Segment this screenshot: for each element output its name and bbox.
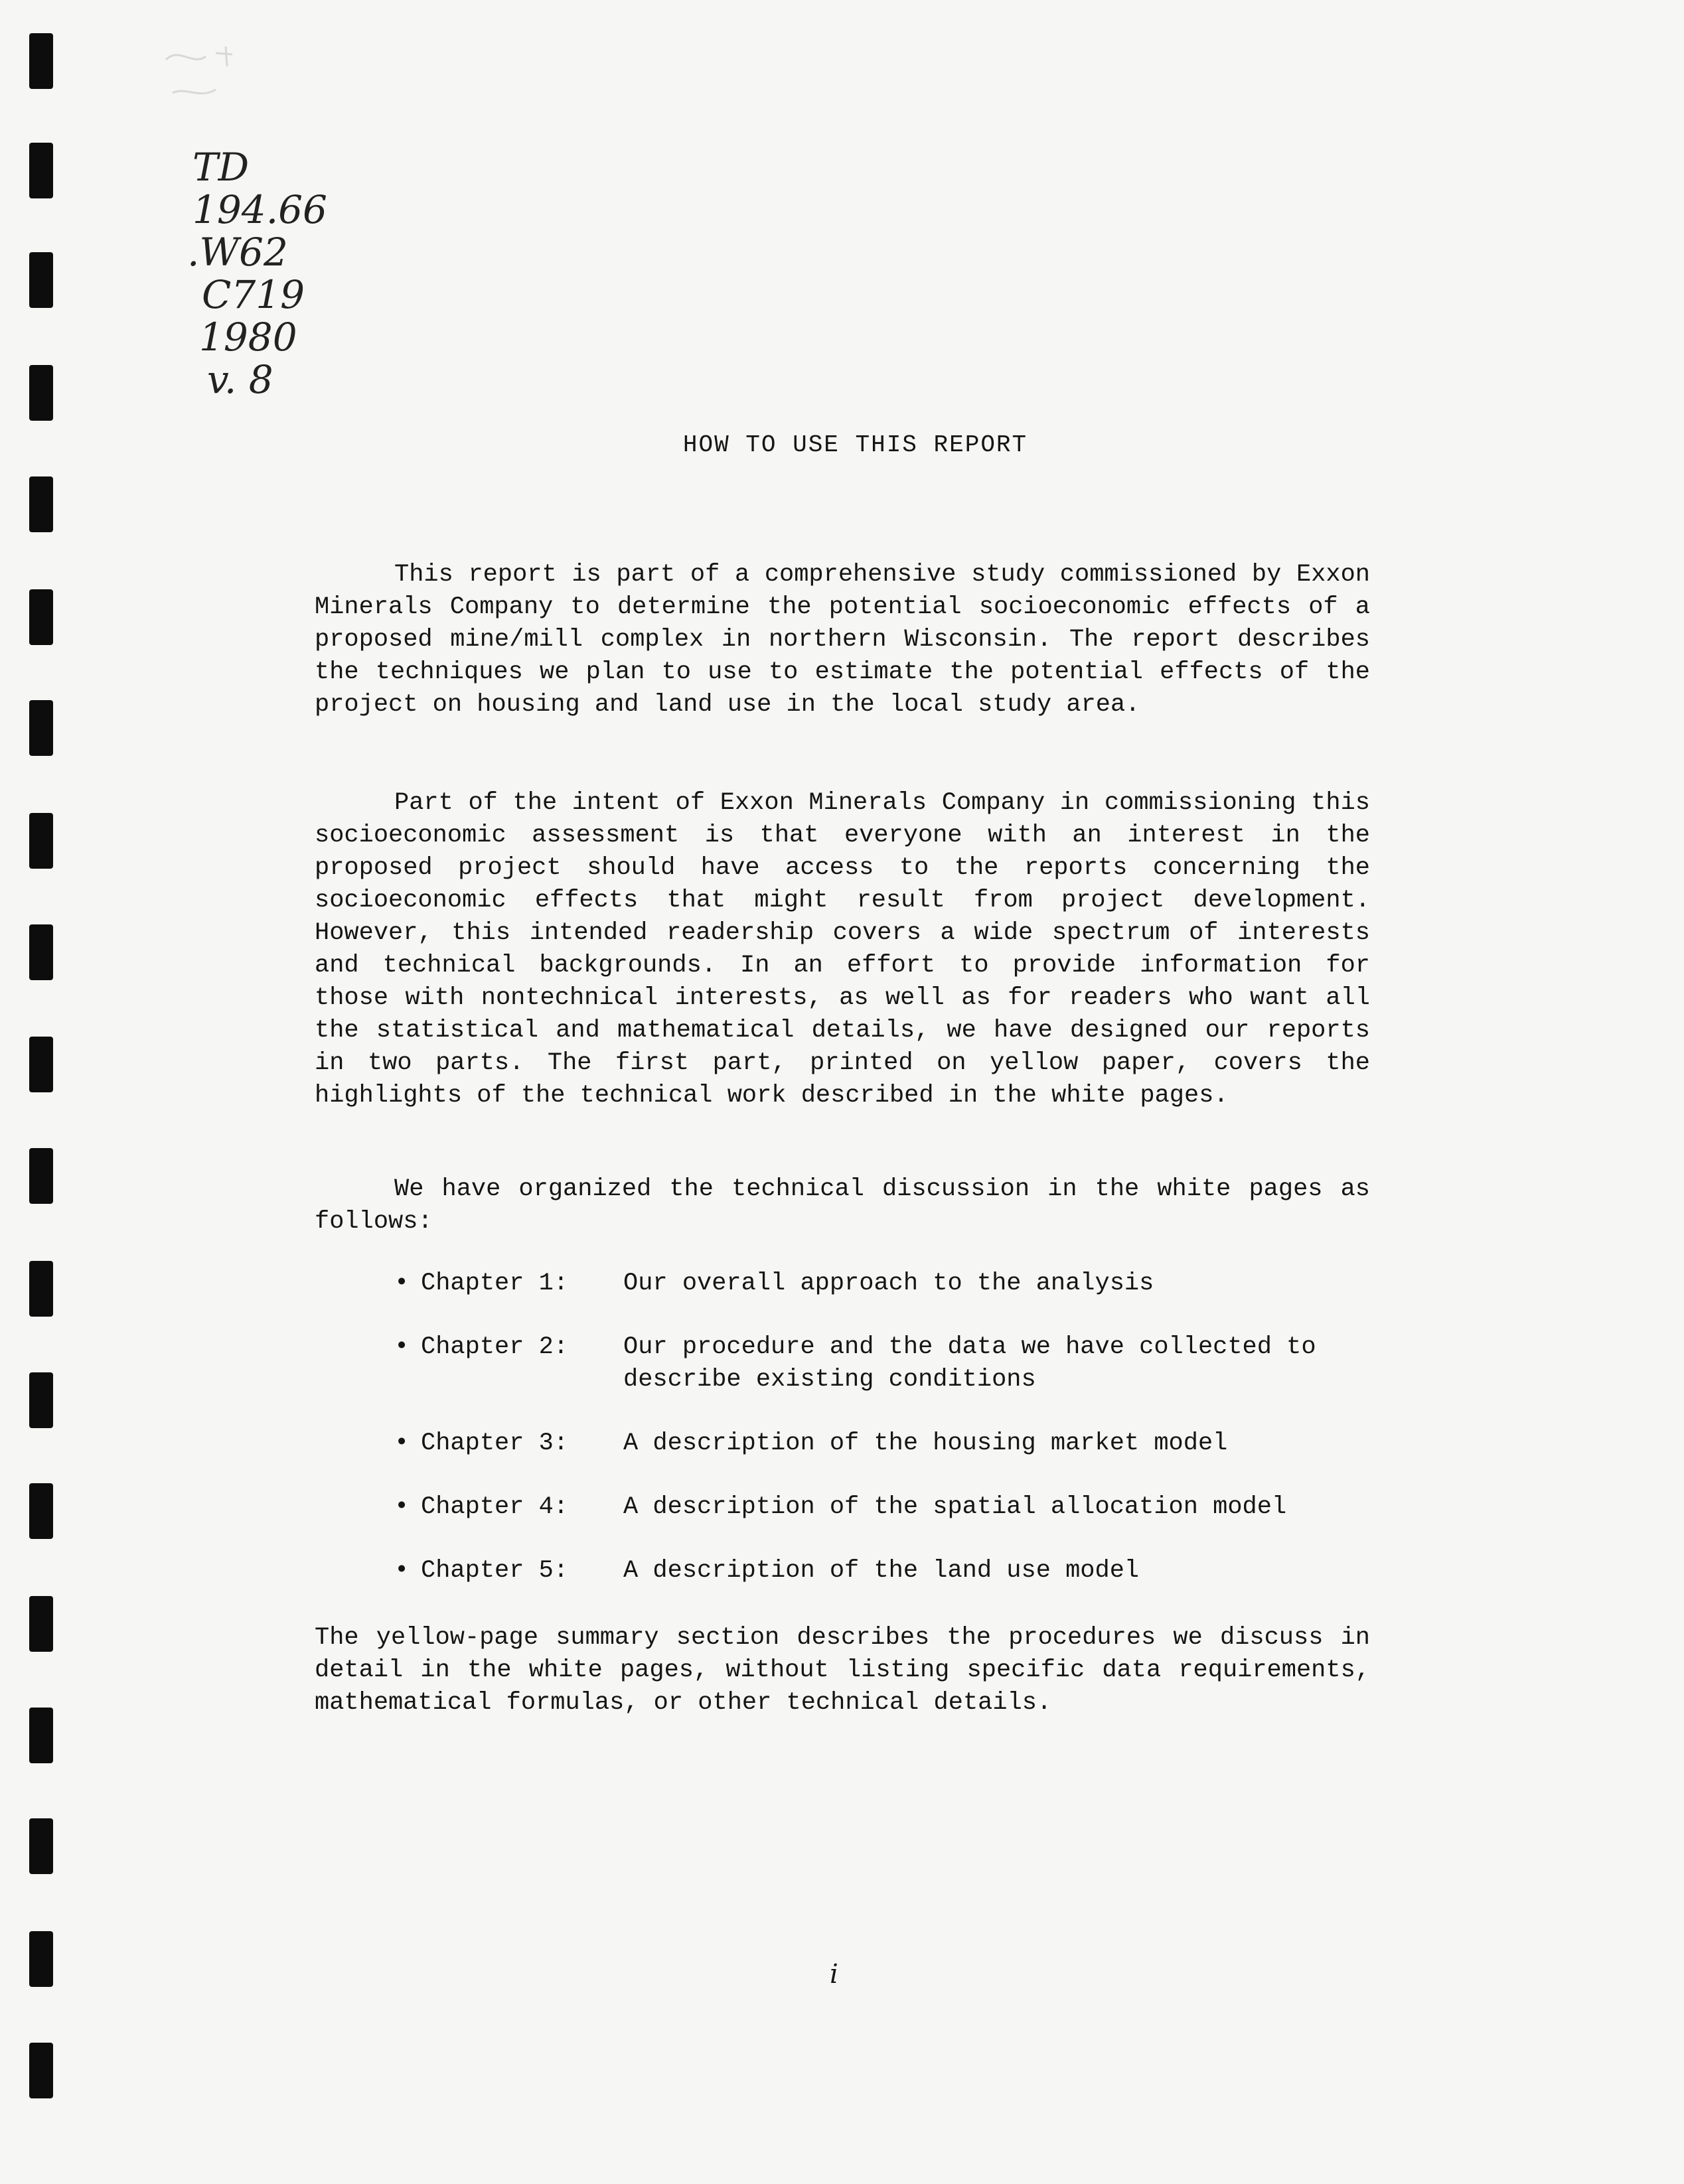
binding-hole (29, 589, 53, 645)
list-item (394, 1331, 1377, 1396)
binding-hole (29, 252, 53, 308)
chapter-description: A description of the spatial allocation model (623, 1493, 1287, 1521)
chapter-label: Chapter 2: (421, 1333, 569, 1361)
bullet: • (394, 1557, 410, 1585)
binding-hole (29, 2043, 53, 2098)
chapter-label: Chapter 1: (421, 1270, 569, 1297)
binding-hole (29, 1261, 53, 1317)
call-number-line: 194.66 (192, 187, 327, 232)
chapter-description: A description of the housing market model (623, 1429, 1228, 1457)
paragraph-intent: Part of the intent of Exxon Minerals Company in commissioning this socioeconomic assessment is that everyone with an interest in the proposed project should have access to the reports concerning the socioeconomic effects that might result from project development. However, this intended readership covers a wide spectrum of interests and technical backgrounds. In an effort to provide information for those with nontechnical interests, as well as for readers who want all the statistical and mathematical details, we have designed our reports in two parts. The first part, printed on yellow paper, covers the highlights of the technical work described in the white pages. (315, 789, 1370, 1110)
binding-hole (29, 1931, 53, 1987)
paragraph-organization: We have organized the technical discussion in the white pages as follows: (315, 1175, 1370, 1236)
bullet: • (394, 1429, 410, 1457)
chapter-description: Our procedure and the data we have collected to describe existing conditions (623, 1333, 1316, 1394)
list-item (394, 1555, 1377, 1587)
call-number-line: v. 8 (207, 357, 273, 402)
bullet: • (394, 1333, 410, 1361)
bullet: • (394, 1493, 410, 1521)
chapter-label: Chapter 4: (421, 1493, 569, 1521)
list-item (394, 1491, 1377, 1524)
page-number: i (830, 1959, 838, 1990)
handwritten-call-number (187, 145, 327, 402)
paragraph-intro: This report is part of a comprehensive study commissioned by Exxon Minerals Company to determine the potential socioeconomic effects of a proposed mine/mill complex in northern Wisconsin. The report describes the techniques we plan to use to estimate the potential effects of the project on housing and land use in the local study area. (315, 561, 1370, 719)
paragraph-closing: The yellow-page summary section describes the procedures we discuss in detail in the white pages, without listing specific data requirements, mathematical formulas, or other technical details. (315, 1624, 1370, 1717)
page-title: HOW TO USE THIS REPORT (682, 431, 1028, 459)
call-number-line: TD (192, 145, 250, 190)
chapter-label: Chapter 3: (421, 1429, 569, 1457)
list-item (394, 1268, 1377, 1300)
call-number-line: .W62 (187, 230, 288, 275)
list-item (394, 1427, 1377, 1460)
chapter-description: Our overall approach to the analysis (623, 1270, 1154, 1297)
chapter-list (394, 1268, 1377, 1619)
binding-hole (29, 476, 53, 532)
binding-hole (29, 143, 53, 198)
chapter-description: A description of the land use model (623, 1557, 1140, 1585)
binding-hole (29, 1037, 53, 1092)
binding-hole (29, 1596, 53, 1652)
binding-hole (29, 365, 53, 421)
call-number-line: C719 (202, 272, 305, 317)
binding-hole (29, 1483, 53, 1539)
binding-hole (29, 1148, 53, 1204)
binding-hole (29, 33, 53, 89)
bullet: • (394, 1270, 410, 1297)
binding-hole (29, 813, 53, 869)
binding-hole (29, 700, 53, 756)
binding-holes (0, 0, 73, 2184)
call-number-line: 1980 (199, 315, 297, 360)
binding-hole (29, 924, 53, 980)
chapter-label: Chapter 5: (421, 1557, 569, 1585)
binding-hole (29, 1372, 53, 1428)
binding-hole (29, 1818, 53, 1874)
binding-hole (29, 1708, 53, 1763)
faint-pencil-scribble (153, 40, 285, 113)
